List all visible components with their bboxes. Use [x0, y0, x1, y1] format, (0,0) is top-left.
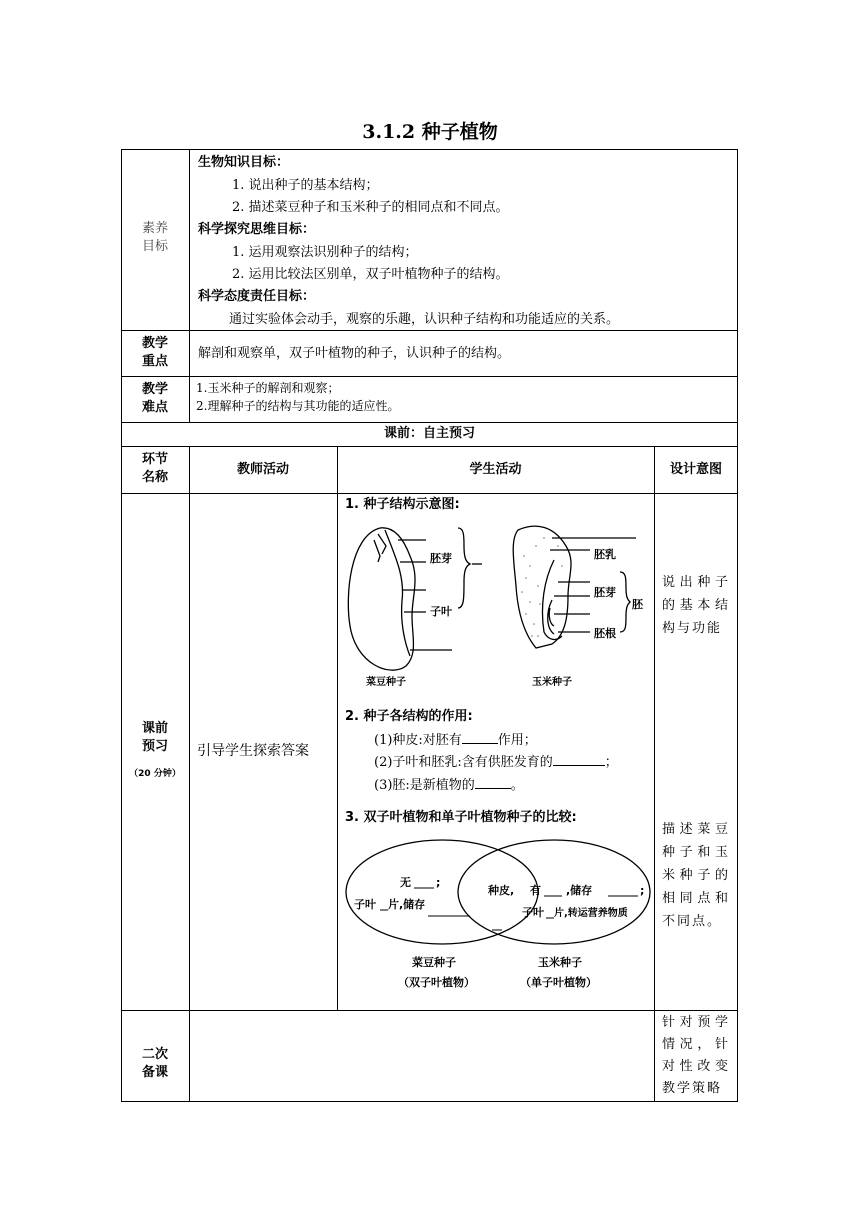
bean-label-cotyledon: 子叶 [430, 605, 452, 618]
prep-label: 二次 备课 [141, 1047, 168, 1080]
col-header-intent: 设计意图 [669, 462, 722, 477]
venn-right-2a: 子叶 [522, 906, 544, 919]
bean-seed-figure [348, 528, 482, 670]
venn-left-2b: 片,储存 [388, 898, 426, 911]
venn-right-1b: ,储存 [566, 884, 593, 897]
sci-heading: 科学探究思维目标： [198, 222, 316, 237]
q2-item-2: (2)子叶和胚乳:含有供胚发育的 ； [374, 755, 618, 770]
sci-item-1: 1. 运用观察法识别种子的结构； [232, 245, 418, 260]
prep-intent: 针对预学情况，针对性改变教学策略 [662, 1015, 730, 1096]
difficulty-item-2: 2.理解种子的结构与其功能的适应性。 [196, 399, 400, 413]
q1-heading: 1. 种子结构示意图: [345, 497, 460, 512]
venn-diagram [340, 838, 652, 1004]
corn-seed-figure [513, 526, 636, 648]
venn-left-caption-1: 菜豆种子 [412, 956, 456, 969]
bean-caption: 菜豆种子 [366, 677, 406, 688]
corn-caption: 玉米种子 [532, 677, 572, 688]
blank[interactable] [462, 731, 498, 744]
preview-time: （20 分钟） [129, 769, 181, 779]
blank[interactable] [553, 753, 605, 766]
col-header-teacher: 教师活动 [236, 462, 289, 477]
venn-right-caption-1: 玉米种子 [538, 956, 582, 969]
corn-label-plumule: 胚芽 [594, 586, 616, 599]
att-heading: 科学态度责任目标： [198, 289, 316, 304]
venn-right-2b: 片,转运营养物质 [554, 908, 628, 919]
intent-1: 说出种子的基本结构与功能 [662, 575, 730, 636]
venn-left-caption-2: （双子叶植物） [398, 976, 475, 989]
q3-heading: 3. 双子叶植物和单子叶植物种子的比较: [345, 810, 577, 825]
corn-label-embryo: 胚 [632, 598, 643, 611]
teacher-activity: 引导学生探索答案 [197, 743, 309, 759]
att-text: 通过实验体会动手，观察的乐趣，认识种子结构和功能适应的关系。 [229, 312, 620, 327]
prep-row [121, 1010, 738, 1102]
key-points-text: 解剖和观察单，双子叶植物的种子，认识种子的结构。 [198, 346, 511, 361]
q2-item-3: (3)胚:是新植物的 。 [374, 778, 524, 793]
svg-text:;: ; [436, 876, 441, 889]
venn-left-2a: 子叶 [354, 898, 376, 911]
endosperm-dots [521, 537, 563, 637]
goals-label: 素养 目标 [141, 221, 168, 254]
col-header-student: 学生活动 [469, 462, 522, 477]
q2-item-1: (1)种皮:对胚有 作用； [374, 733, 537, 748]
goals-divider [189, 149, 190, 331]
venn-left-1: 无 [400, 876, 411, 889]
bio-item-2: 2. 描述菜豆种子和玉米种子的相同点和不同点。 [232, 200, 509, 215]
sci-item-2: 2. 运用比较法区别单，双子叶植物种子的结构。 [232, 267, 509, 282]
col-header-stage: 环节 名称 [141, 452, 168, 485]
svg-text:;: ; [640, 884, 645, 897]
corn-label-radicle: 胚根 [594, 627, 616, 640]
q2-heading: 2. 种子各结构的作用: [345, 709, 473, 724]
section-header: 课前：自主预习 [383, 426, 475, 441]
preview-label: 课前 预习 [141, 721, 168, 754]
difficulties-label: 教学 难点 [141, 382, 168, 415]
venn-mid: 种皮, [488, 884, 515, 897]
corn-label-endosperm: 胚乳 [594, 548, 616, 561]
blank[interactable] [475, 776, 511, 789]
page-title: 3.1.2 种子植物 [362, 121, 498, 143]
bio-item-1: 1. 说出种子的基本结构； [232, 178, 379, 193]
bean-label-plumule: 胚芽 [430, 552, 452, 565]
venn-right-caption-2: （单子叶植物） [520, 976, 597, 989]
intent-2: 描述菜豆种子和玉米种子的相同点和不同点。 [662, 822, 730, 929]
venn-right-1a: 有 [530, 884, 541, 897]
bio-heading: 生物知识目标： [198, 155, 290, 170]
seed-structure-diagram [340, 516, 652, 696]
key-points-label: 教学 重点 [141, 336, 168, 369]
difficulty-item-1: 1.玉米种子的解剖和观察； [196, 381, 340, 395]
